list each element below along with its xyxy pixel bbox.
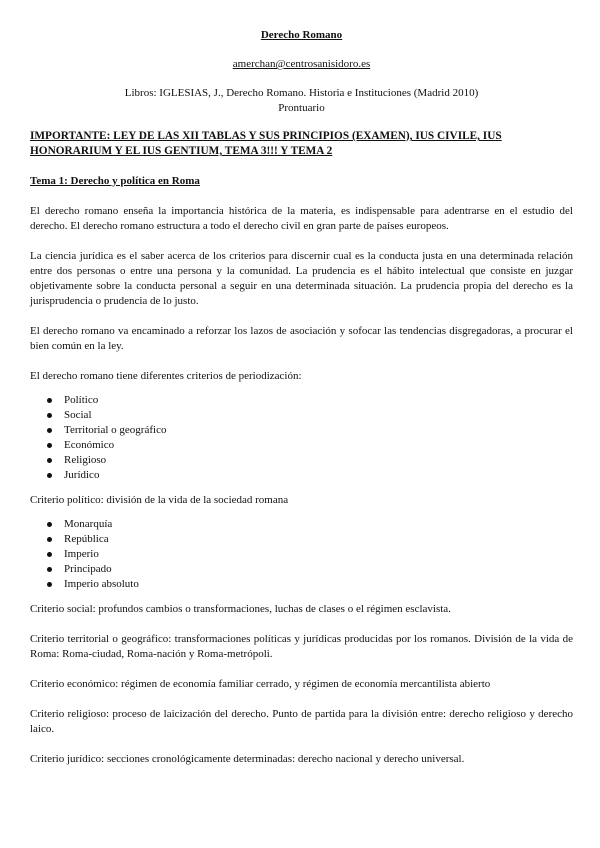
section-title: Tema 1: Derecho y política en Roma [30, 175, 200, 187]
paragraph: El derecho romano enseña la importancia histórica de la materia, es indispensable para adentrarse en el estudio del derecho. El derecho romano estructura a todo el derecho civil en gran parte de países europeos. [30, 205, 573, 232]
books-line: Libros: IGLESIAS, J., Derecho Romano. Historia e Instituciones (Madrid 2010) [124, 87, 479, 99]
political-list [30, 517, 573, 592]
list-item: Monarquía [30, 517, 573, 532]
important-note: IMPORTANTE: LEY DE LAS XII TABLAS Y SUS PRINCIPIOS (EXAMEN), IUS CIVILE, IUS HONORARIUM Y EL IUS GENTIUM, TEMA 3!!! Y TEMA 2 [30, 130, 502, 157]
books-line-2: Prontuario [278, 102, 325, 114]
list-item: Social [30, 408, 573, 423]
list-item: Religioso [30, 453, 573, 468]
paragraph: Criterio político: división de la vida de la sociedad romana [30, 494, 289, 506]
books-reference [30, 86, 573, 116]
paragraph: El derecho romano va encaminado a reforzar los lazos de asociación y sofocar las tendencias disgregadoras, a procurar el bien común en la ley. [30, 325, 573, 352]
paragraph: Criterio social: profundos cambios o transformaciones, luchas de clases o el régimen esclavista. [30, 603, 451, 615]
paragraph: El derecho romano tiene diferentes criterios de periodización: [30, 370, 302, 382]
list-item: Jurídico [30, 468, 573, 483]
email-link[interactable]: amerchan@centrosanisidoro.es [232, 58, 371, 70]
list-item: Territorial o geográfico [30, 423, 573, 438]
list-item: República [30, 532, 573, 547]
list-item: Económico [30, 438, 573, 453]
paragraph: Criterio económico: régimen de economía familiar cerrado, y régimen de economía mercantilista abierto [30, 678, 491, 690]
list-item: Principado [30, 562, 573, 577]
paragraph: La ciencia jurídica es el saber acerca de los criterios para discernir cual es la conducta justa en una determinada relación entre dos personas o entre una persona y la comunidad. La prudencia es el hábito intelectual que consiste en juzgar objetivamente sobre la conducta personal a seguir en una determinada situación. La prudencia propia del derecho es la jurisprudencia o prudencia de lo justo. [30, 250, 573, 307]
criteria-list [30, 393, 573, 483]
list-item: Imperio absoluto [30, 577, 573, 592]
paragraph: Criterio territorial o geográfico: transformaciones políticas y jurídicas producidas por los romanos. División de la vida de Roma: Roma-ciudad, Roma-nación y Roma-metrópoli. [30, 633, 573, 660]
paragraph: Criterio jurídico: secciones cronológicamente determinadas: derecho nacional y derecho universal. [30, 753, 465, 765]
list-item: Político [30, 393, 573, 408]
document-page [30, 28, 573, 767]
document-title: Derecho Romano [260, 29, 343, 41]
paragraph: Criterio religioso: proceso de laicización del derecho. Punto de partida para la división entre: derecho religioso y derecho laico. [30, 708, 573, 735]
list-item: Imperio [30, 547, 573, 562]
